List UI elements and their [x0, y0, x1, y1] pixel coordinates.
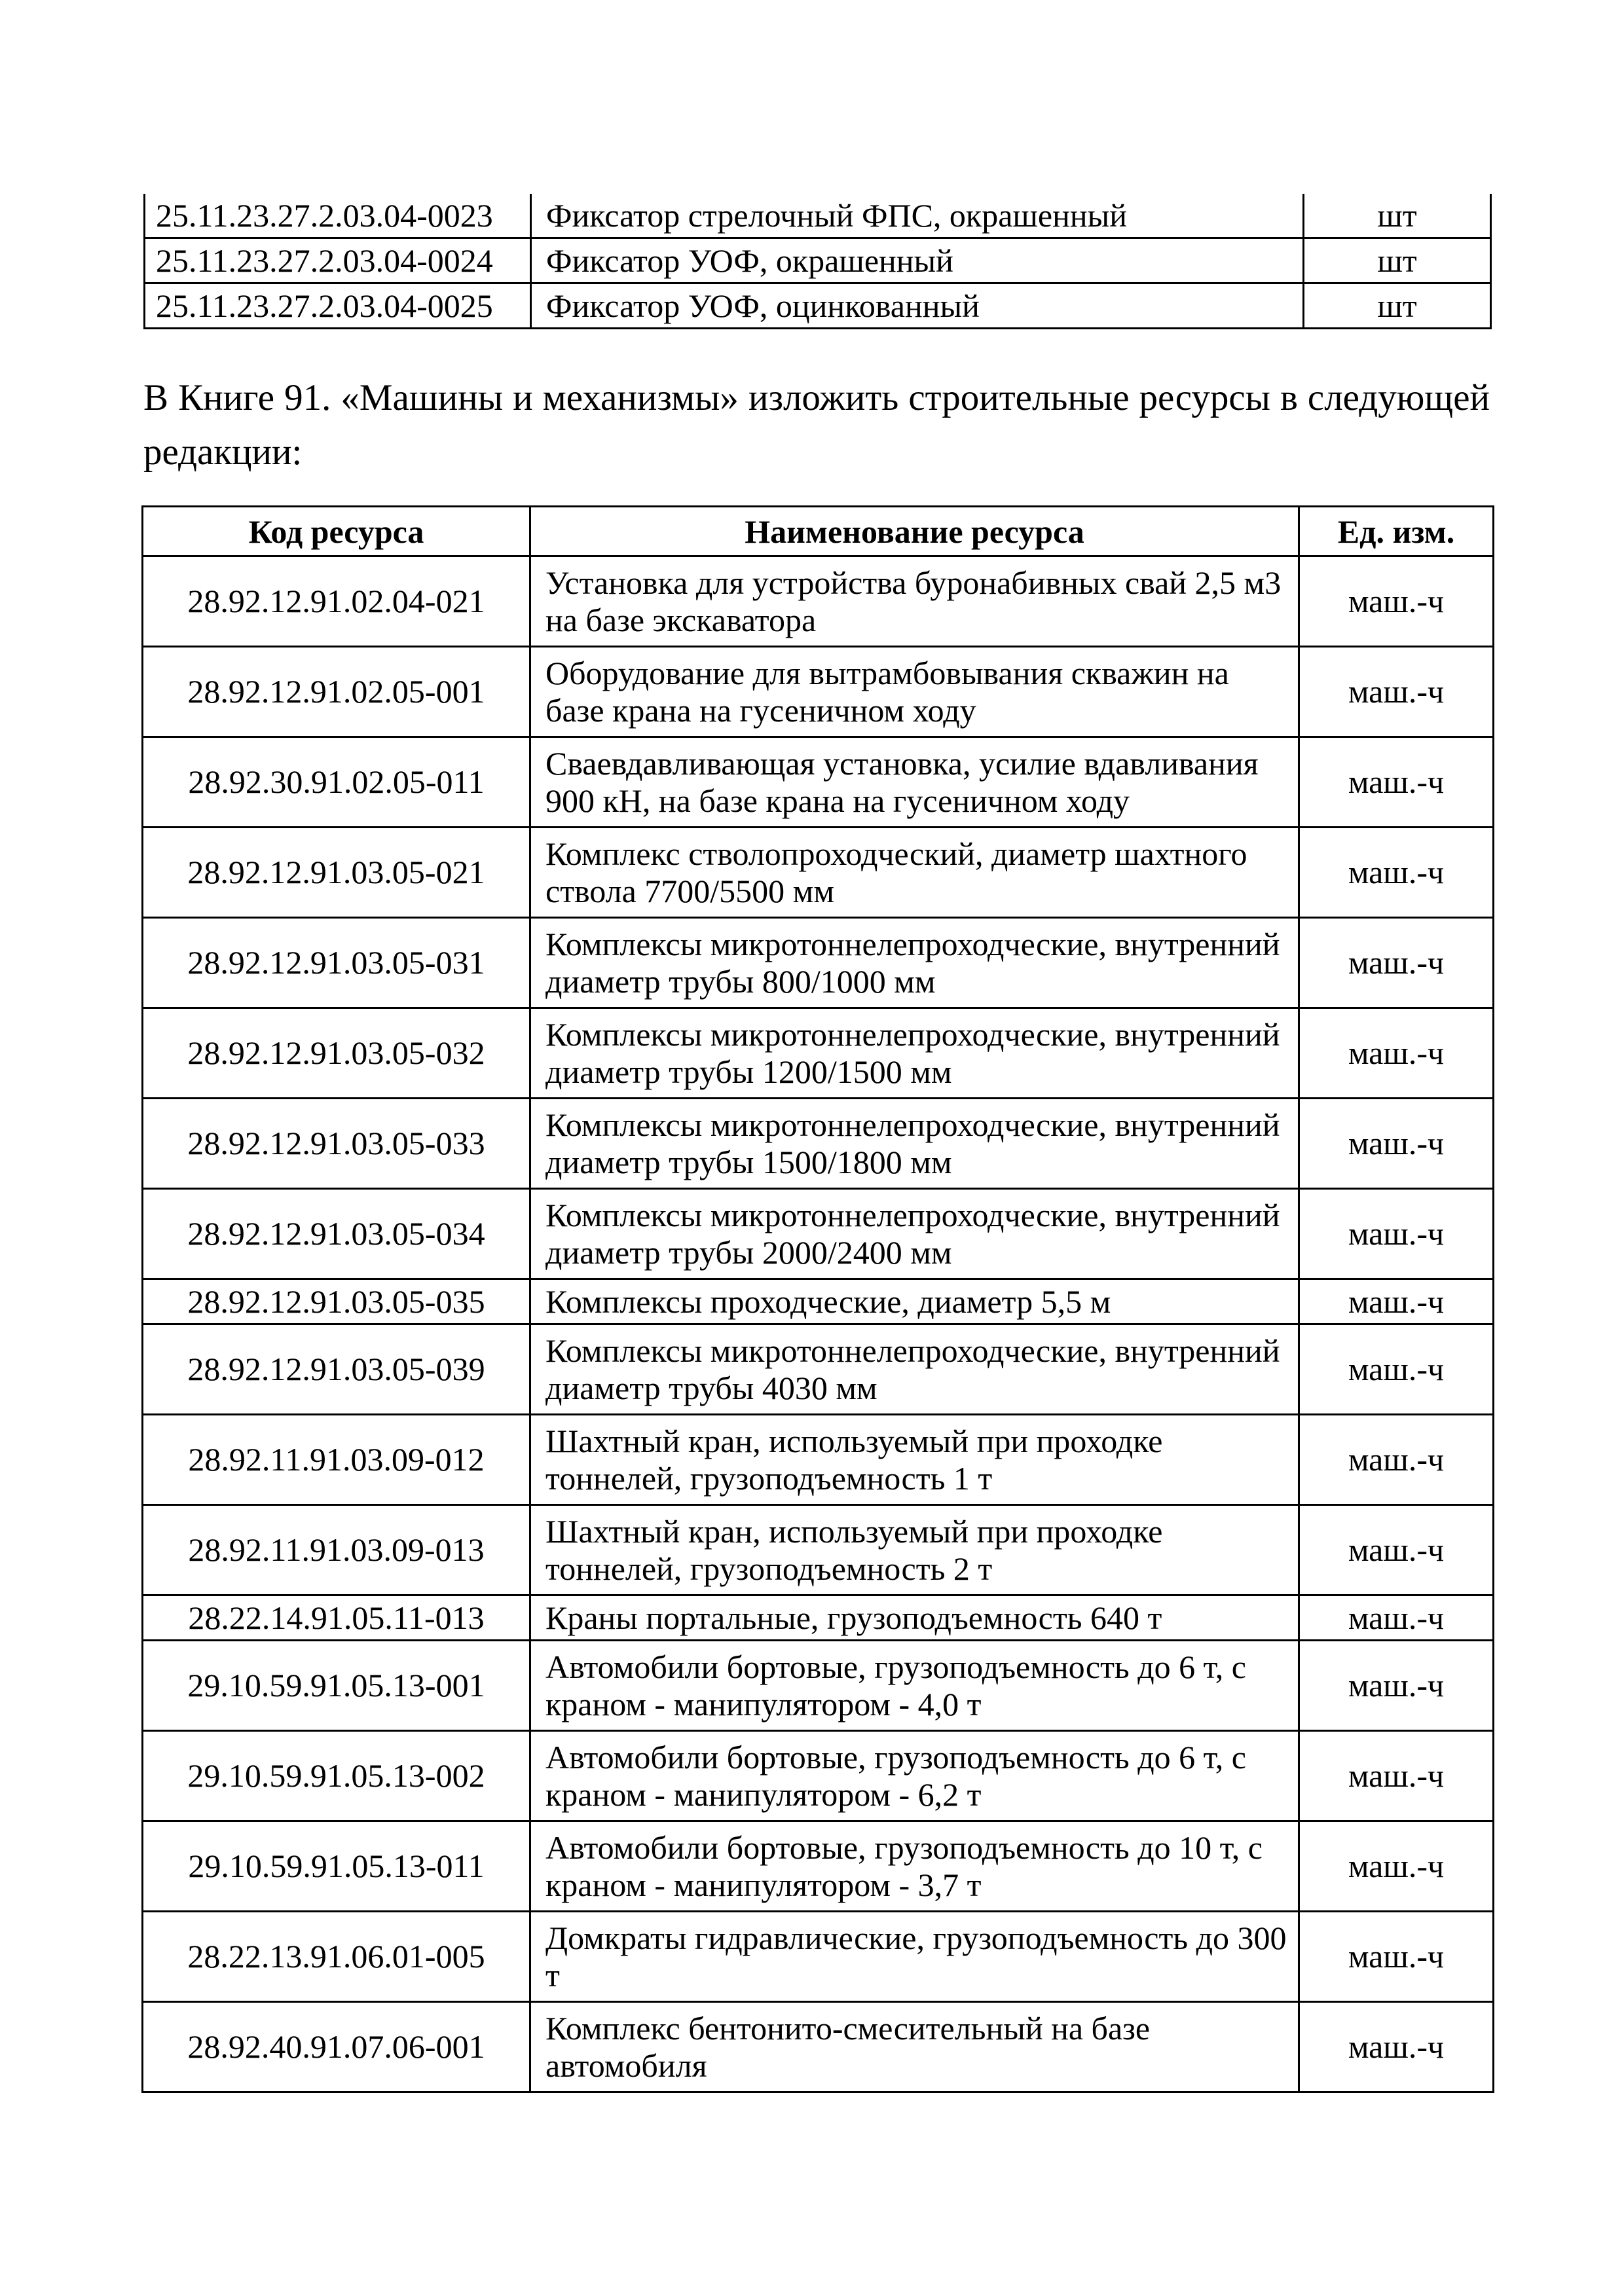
table-row — [145, 283, 1491, 329]
cell-name: Шахтный кран, используемый при проходке тоннелей, грузоподъемность 1 т — [530, 1415, 1299, 1505]
cell-code: 28.92.40.91.07.06-001 — [143, 2002, 530, 2092]
cell-code: 28.92.30.91.02.05-011 — [143, 737, 530, 828]
cell-code: 29.10.59.91.05.13-002 — [143, 1731, 530, 1821]
cell-name: Краны портальные, грузоподъемность 640 т — [530, 1595, 1299, 1641]
cell-name: Комплексы микротоннелепроходческие, внутренний диаметр трубы 4030 мм — [530, 1324, 1299, 1415]
cell-unit: маш.-ч — [1299, 918, 1494, 1008]
table-row — [145, 194, 1491, 238]
table-row — [143, 1415, 1494, 1505]
cell-name: Шахтный кран, используемый при проходке тоннелей, грузоподъемность 2 т — [530, 1505, 1299, 1595]
cell-name: Комплексы микротоннелепроходческие, внутренний диаметр трубы 1500/1800 мм — [530, 1099, 1299, 1189]
cell-name: Автомобили бортовые, грузоподъемность до 6 т, с краном - манипулятором - 6,2 т — [530, 1731, 1299, 1821]
cell-code: 28.92.12.91.02.05-001 — [143, 647, 530, 737]
cell-name: Домкраты гидравлические, грузоподъемность до 300 т — [530, 1912, 1299, 2002]
cell-unit: шт — [1304, 194, 1491, 238]
cell-name: Установка для устройства буронабивных свай 2,5 м3 на базе экскаватора — [530, 556, 1299, 647]
cell-unit: шт — [1304, 238, 1491, 283]
intro-paragraph: В Книге 91. «Машины и механизмы» изложить строительные ресурсы в следующей редакции: — [143, 377, 1490, 473]
cell-unit: маш.-ч — [1299, 647, 1494, 737]
cell-name: Автомобили бортовые, грузоподъемность до 10 т, с краном - манипулятором - 3,7 т — [530, 1821, 1299, 1912]
cell-code: 28.92.12.91.02.04-021 — [143, 556, 530, 647]
table-row — [143, 1324, 1494, 1415]
table-row — [143, 1731, 1494, 1821]
cell-unit: маш.-ч — [1299, 1324, 1494, 1415]
table-row — [143, 918, 1494, 1008]
cell-unit: маш.-ч — [1299, 1279, 1494, 1324]
table-row — [143, 737, 1494, 828]
cell-code: 28.92.11.91.03.09-013 — [143, 1505, 530, 1595]
resources-table-body — [143, 556, 1494, 2092]
cell-unit: шт — [1304, 283, 1491, 329]
cell-code: 25.11.23.27.2.03.04-0024 — [145, 238, 531, 283]
resources-table — [141, 505, 1494, 2093]
cell-name: Комплекс бентонито-смесительный на базе автомобиля — [530, 2002, 1299, 2092]
cell-code: 28.92.12.91.03.05-033 — [143, 1099, 530, 1189]
cell-unit: маш.-ч — [1299, 1189, 1494, 1279]
cell-unit: маш.-ч — [1299, 2002, 1494, 2092]
cell-unit: маш.-ч — [1299, 1595, 1494, 1641]
cell-unit: маш.-ч — [1299, 1912, 1494, 2002]
cell-code: 28.92.12.91.03.05-039 — [143, 1324, 530, 1415]
cell-code: 28.22.14.91.05.11-013 — [143, 1595, 530, 1641]
cell-unit: маш.-ч — [1299, 828, 1494, 918]
table-row — [143, 1099, 1494, 1189]
table-row — [143, 1912, 1494, 2002]
cell-unit: маш.-ч — [1299, 737, 1494, 828]
header-unit: Ед. изм. — [1299, 507, 1494, 556]
cell-name: Сваевдавливающая установка, усилие вдавливания 900 кН, на базе крана на гусеничном ходу — [530, 737, 1299, 828]
cell-code: 25.11.23.27.2.03.04-0023 — [145, 194, 531, 238]
header-name: Наименование ресурса — [530, 507, 1299, 556]
cell-code: 29.10.59.91.05.13-001 — [143, 1641, 530, 1731]
cell-unit: маш.-ч — [1299, 1731, 1494, 1821]
top-continuation-table — [143, 194, 1492, 329]
cell-name: Фиксатор УОФ, окрашенный — [531, 238, 1304, 283]
cell-code: 28.92.12.91.03.05-021 — [143, 828, 530, 918]
cell-name: Автомобили бортовые, грузоподъемность до 6 т, с краном - манипулятором - 4,0 т — [530, 1641, 1299, 1731]
table-row — [145, 238, 1491, 283]
cell-code: 28.92.11.91.03.09-012 — [143, 1415, 530, 1505]
cell-code: 28.92.12.91.03.05-035 — [143, 1279, 530, 1324]
table-row — [143, 1821, 1494, 1912]
cell-code: 28.92.12.91.03.05-032 — [143, 1008, 530, 1099]
cell-name: Комплексы микротоннелепроходческие, внутренний диаметр трубы 800/1000 мм — [530, 918, 1299, 1008]
cell-name: Комплексы проходческие, диаметр 5,5 м — [530, 1279, 1299, 1324]
cell-name: Комплексы микротоннелепроходческие, внутренний диаметр трубы 2000/2400 мм — [530, 1189, 1299, 1279]
table-row — [143, 1505, 1494, 1595]
cell-unit: маш.-ч — [1299, 1641, 1494, 1731]
cell-name: Оборудование для вытрамбовывания скважин на базе крана на гусеничном ходу — [530, 647, 1299, 737]
table-row — [143, 1641, 1494, 1731]
table-row — [143, 828, 1494, 918]
header-code: Код ресурса — [143, 507, 530, 556]
table-row — [143, 1595, 1494, 1641]
cell-code: 29.10.59.91.05.13-011 — [143, 1821, 530, 1912]
cell-name: Фиксатор стрелочный ФПС, окрашенный — [531, 194, 1304, 238]
table-row — [143, 556, 1494, 647]
cell-unit: маш.-ч — [1299, 1008, 1494, 1099]
table-row — [143, 1189, 1494, 1279]
cell-unit: маш.-ч — [1299, 1505, 1494, 1595]
resources-table-header — [143, 507, 1494, 556]
cell-unit: маш.-ч — [1299, 1099, 1494, 1189]
cell-name: Фиксатор УОФ, оцинкованный — [531, 283, 1304, 329]
table-row — [143, 2002, 1494, 2092]
cell-unit: маш.-ч — [1299, 1415, 1494, 1505]
cell-code: 25.11.23.27.2.03.04-0025 — [145, 283, 531, 329]
cell-code: 28.92.12.91.03.05-031 — [143, 918, 530, 1008]
top-table-body — [145, 194, 1491, 329]
header-row — [143, 507, 1494, 556]
table-row — [143, 647, 1494, 737]
cell-name: Комплекс стволопроходческий, диаметр шахтного ствола 7700/5500 мм — [530, 828, 1299, 918]
cell-code: 28.92.12.91.03.05-034 — [143, 1189, 530, 1279]
cell-unit: маш.-ч — [1299, 556, 1494, 647]
cell-name: Комплексы микротоннелепроходческие, внутренний диаметр трубы 1200/1500 мм — [530, 1008, 1299, 1099]
table-row — [143, 1008, 1494, 1099]
table-row — [143, 1279, 1494, 1324]
cell-unit: маш.-ч — [1299, 1821, 1494, 1912]
cell-code: 28.22.13.91.06.01-005 — [143, 1912, 530, 2002]
